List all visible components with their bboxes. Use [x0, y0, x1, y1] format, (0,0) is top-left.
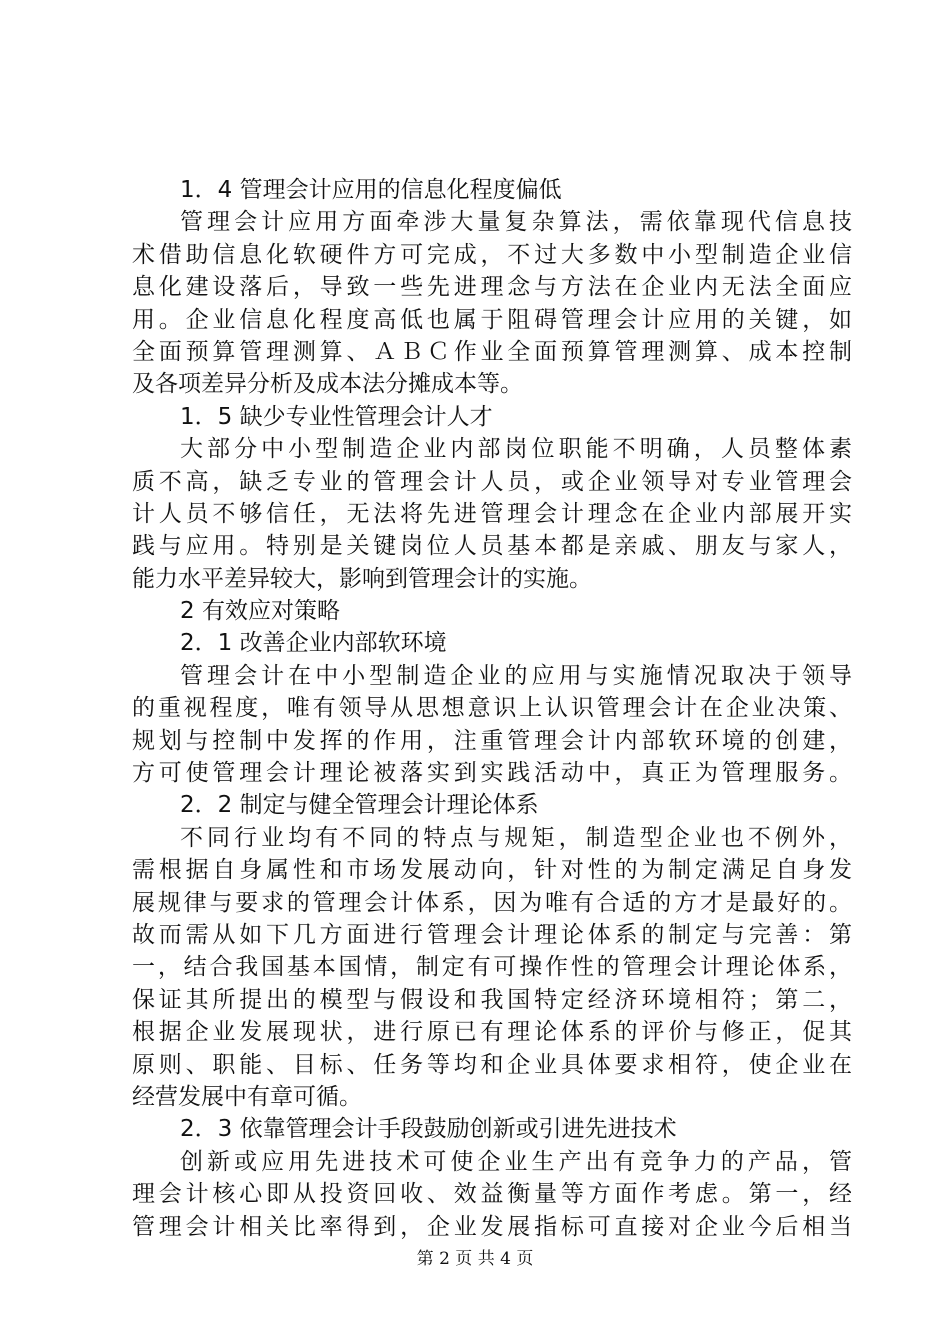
text-line: 故而需从如下几方面进行管理会计理论体系的制定与完善：第	[132, 921, 852, 948]
text-line: 2．2 制定与健全管理会计理论体系	[180, 792, 539, 819]
text-line: 管理会计应用方面牵涉大量复杂算法，需依靠现代信息技	[180, 209, 852, 236]
text-line: 规划与控制中发挥的作用，注重管理会计内部软环境的创建，	[132, 727, 852, 754]
text-line: 1．4 管理会计应用的信息化程度偏低	[180, 177, 562, 203]
text-line: 根据企业发展现状，进行原已有理论体系的评价与修正，促其	[132, 1019, 852, 1046]
text-line: 管理会计相关比率得到，企业发展指标可直接对企业今后相当	[132, 1213, 852, 1240]
text-line: 方可使管理会计理论被落实到实践活动中，真正为管理服务。	[132, 760, 852, 787]
text-line: 质不高，缺乏专业的管理会计人员，或企业领导对专业管理会	[132, 468, 852, 495]
text-line: 创新或应用先进技术可使企业生产出有竞争力的产品，管	[180, 1148, 852, 1175]
text-line: 管理会计在中小型制造企业的应用与实施情况取决于领导	[180, 662, 852, 689]
text-line: 1．5 缺少专业性管理会计人才	[180, 403, 493, 430]
text-line: 计人员不够信任，无法将先进管理会计理念在企业内部展开实	[132, 500, 852, 527]
text-line: 大部分中小型制造企业内部岗位职能不明确，人员整体素	[180, 436, 852, 463]
text-line: 的重视程度，唯有领导从思想意识上认识管理会计在企业决策、	[132, 695, 852, 722]
text-line: 及各项差异分析及成本法分摊成本等。	[132, 371, 523, 398]
text-line: 保证其所提出的模型与假设和我国特定经济环境相符；第二，	[132, 986, 852, 1013]
text-line: 原则、职能、目标、任务等均和企业具体要求相符，使企业在	[132, 1051, 852, 1078]
text-line: 展规律与要求的管理会计体系，因为唯有合适的方才是最好的。	[132, 889, 852, 916]
text-line: 经营发展中有章可循。	[132, 1083, 362, 1110]
text-line: 理会计核心即从投资回收、效益衡量等方面作考虑。第一，经	[132, 1181, 852, 1208]
page-footer: 第 2 页 共 4 页	[416, 1249, 534, 1269]
text-line: 全面预算管理测算、ＡＢＣ作业全面预算管理测算、成本控制	[132, 338, 852, 365]
text-line: 2．1 改善企业内部软环境	[180, 630, 447, 657]
text-line: 需根据自身属性和市场发展动向，针对性的为制定满足自身发	[132, 857, 852, 884]
text-line: 术借助信息化软硬件方可完成，不过大多数中小型制造企业信	[132, 241, 852, 268]
document-body	[132, 174, 852, 1243]
text-line: 能力水平差异较大，影响到管理会计的实施。	[132, 565, 592, 592]
text-line: 践与应用。特别是关键岗位人员基本都是亲戚、朋友与家人，	[132, 533, 852, 560]
text-line: 2．3 依靠管理会计手段鼓励创新或引进先进技术	[180, 1116, 677, 1143]
text-line: 息化建设落后，导致一些先进理念与方法在企业内无法全面应	[132, 274, 852, 301]
text-line: 2 有效应对策略	[180, 598, 340, 625]
text-line: 不同行业均有不同的特点与规矩，制造型企业也不例外，	[180, 824, 852, 851]
text-line: 一，结合我国基本国情，制定有可操作性的管理会计理论体系，	[132, 954, 852, 981]
text-line: 用。企业信息化程度高低也属于阻碍管理会计应用的关键，如	[132, 306, 852, 333]
